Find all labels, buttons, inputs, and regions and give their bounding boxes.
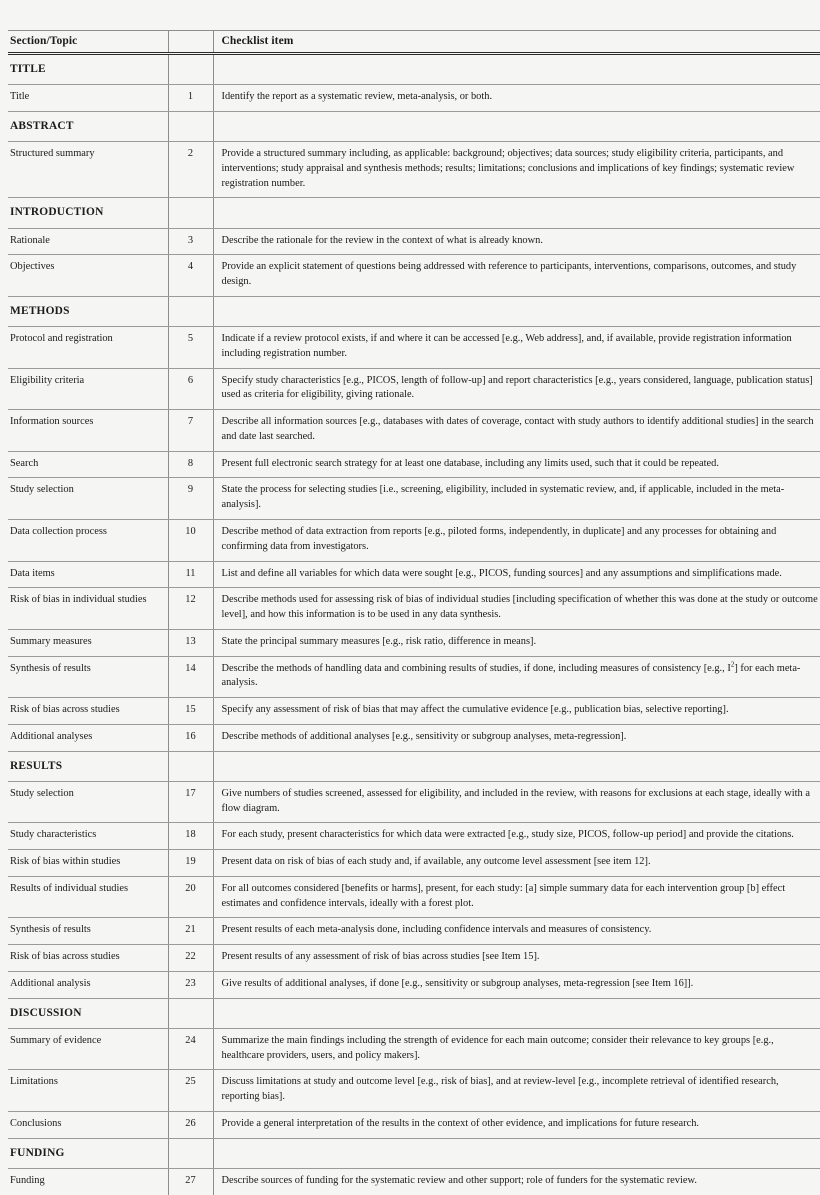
row-checklist-item: Describe method of data extraction from reports [e.g., piloted forms, independently, in duplicate] and any processes for obtaining and confirming data from investigators.: [213, 520, 820, 562]
row-item-number: 18: [168, 823, 213, 850]
table-row: [8, 410, 820, 452]
row-checklist-item: Describe methods of additional analyses [e.g., sensitivity or subgroup analyses, meta-regression].: [213, 724, 820, 751]
row-topic: Risk of bias within studies: [8, 850, 168, 877]
table-row: [8, 451, 820, 478]
row-item-number: 27: [168, 1168, 213, 1194]
table-row: [8, 85, 820, 112]
row-topic: Results of individual studies: [8, 876, 168, 918]
row-item-number: 17: [168, 781, 213, 823]
row-checklist-item: State the principal summary measures [e.g., risk ratio, difference in means].: [213, 629, 820, 656]
row-item-number: [168, 751, 213, 781]
row-checklist-item: Describe sources of funding for the systematic review and other support; role of funders for the systematic review.: [213, 1168, 820, 1194]
section-heading-row: [8, 54, 820, 85]
row-item-number: 21: [168, 918, 213, 945]
row-checklist-item: [213, 998, 820, 1028]
row-item-number: 16: [168, 724, 213, 751]
table-row: [8, 520, 820, 562]
section-heading-row: [8, 198, 820, 228]
section-heading-row: [8, 296, 820, 326]
row-checklist-item: Present results of any assessment of risk of bias across studies [see Item 15].: [213, 945, 820, 972]
row-checklist-item: Identify the report as a systematic review, meta-analysis, or both.: [213, 85, 820, 112]
table-row: [8, 850, 820, 877]
column-header-section-topic: Section/Topic: [8, 31, 168, 54]
row-item-number: 22: [168, 945, 213, 972]
table-row: [8, 327, 820, 369]
row-topic: Funding: [10, 1174, 45, 1186]
row-topic: Risk of bias across studies: [8, 698, 168, 725]
table-row: [8, 945, 820, 972]
table-row: [8, 1111, 820, 1138]
row-checklist-item: [213, 751, 820, 781]
table-row: [8, 698, 820, 725]
row-item-number: 2: [168, 142, 213, 198]
table-row: [8, 1070, 820, 1112]
table-row: [8, 656, 820, 698]
table-row: [8, 876, 820, 918]
row-topic: Additional analyses: [8, 724, 168, 751]
table-row: [8, 724, 820, 751]
row-item-number: 15: [168, 698, 213, 725]
row-item-number: 25: [168, 1070, 213, 1112]
section-heading-label: TITLE: [8, 54, 168, 85]
row-topic: Summary of evidence: [8, 1028, 168, 1070]
row-checklist-item: Give results of additional analyses, if done [e.g., sensitivity or subgroup analyses, meta-regression [see Item 16]].: [213, 971, 820, 998]
table-row: [8, 228, 820, 255]
table-row: [8, 918, 820, 945]
row-item-number: 9: [168, 478, 213, 520]
row-topic: Limitations: [8, 1070, 168, 1112]
row-topic: Protocol and registration: [8, 327, 168, 369]
row-topic: Study selection: [8, 781, 168, 823]
row-topic: Risk of bias across studies: [8, 945, 168, 972]
row-checklist-item: Give numbers of studies screened, assessed for eligibility, and included in the review, with reasons for exclusions at each stage, ideally with a flow diagram.: [213, 781, 820, 823]
section-heading-label: INTRODUCTION: [8, 198, 168, 228]
row-item-number: 19: [168, 850, 213, 877]
table-row: [8, 255, 820, 297]
table-row: [8, 781, 820, 823]
section-heading-row: [8, 998, 820, 1028]
row-item-number: [168, 1138, 213, 1168]
section-heading-row: [8, 1138, 820, 1168]
row-item-number: 26: [168, 1111, 213, 1138]
section-heading-label: DISCUSSION: [8, 998, 168, 1028]
row-checklist-item: Provide a structured summary including, as applicable: background; objectives; data sources; study eligibility criteria, participants, and interventions; study appraisal and synthesis methods; results; limitations; conclusions and implications of key findings; systematic review registration number.: [213, 142, 820, 198]
row-topic: Data collection process: [8, 520, 168, 562]
row-item-number: 12: [168, 588, 213, 630]
row-checklist-item: Discuss limitations at study and outcome level [e.g., risk of bias], and at review-level [e.g., incomplete retrieval of identified research, reporting bias].: [213, 1070, 820, 1112]
row-topic: Additional analysis: [8, 971, 168, 998]
row-item-number: 5: [168, 327, 213, 369]
row-checklist-item: For each study, present characteristics for which data were extracted [e.g., study size, PICOS, follow-up period] and provide the citations.: [213, 823, 820, 850]
row-topic: Rationale: [8, 228, 168, 255]
row-item-number: 24: [168, 1028, 213, 1070]
table-row: [8, 1168, 820, 1194]
row-item-number: 3: [168, 228, 213, 255]
row-item-number: 11: [168, 561, 213, 588]
row-checklist-item: Describe all information sources [e.g., databases with dates of coverage, contact with study authors to identify additional studies] in the search and date last searched.: [213, 410, 820, 452]
row-checklist-item: Present full electronic search strategy for at least one database, including any limits used, such that it could be repeated.: [213, 451, 820, 478]
row-item-number: 1: [168, 85, 213, 112]
row-item-number: 4: [168, 255, 213, 297]
row-topic: Synthesis of results: [8, 918, 168, 945]
row-item-number: 7: [168, 410, 213, 452]
table-row: [8, 1028, 820, 1070]
row-item-number: 14: [168, 656, 213, 698]
row-item-number: 8: [168, 451, 213, 478]
row-topic: Eligibility criteria: [8, 368, 168, 410]
section-heading-label: FUNDING: [8, 1138, 168, 1168]
row-checklist-item: Provide an explicit statement of questions being addressed with reference to participants, interventions, comparisons, outcomes, and study design.: [213, 255, 820, 297]
row-checklist-item: [213, 111, 820, 141]
row-topic: Summary measures: [8, 629, 168, 656]
row-checklist-item: For all outcomes considered [benefits or harms], present, for each study: [a] simple summary data for each intervention group [b] effect estimates and confidence intervals, ideally with a forest plot.: [213, 876, 820, 918]
section-heading-label: RESULTS: [8, 751, 168, 781]
column-header-checklist-item: Checklist item: [213, 31, 820, 54]
section-heading-label: METHODS: [8, 296, 168, 326]
row-topic: Study characteristics: [8, 823, 168, 850]
row-checklist-item: Present results of each meta-analysis done, including confidence intervals and measures of consistency.: [213, 918, 820, 945]
table-header: [8, 31, 820, 54]
row-topic: Objectives: [8, 255, 168, 297]
row-checklist-item: Present data on risk of bias of each study and, if available, any outcome level assessment [see item 12].: [213, 850, 820, 877]
row-item-number: [168, 296, 213, 326]
row-topic: Conclusions: [8, 1111, 168, 1138]
row-item-number: 6: [168, 368, 213, 410]
column-header-number: [168, 31, 213, 54]
row-checklist-item: State the process for selecting studies [i.e., screening, eligibility, included in systematic review, and, if applicable, included in the meta-analysis].: [213, 478, 820, 520]
row-item-number: 13: [168, 629, 213, 656]
row-topic: Data items: [8, 561, 168, 588]
row-topic: Risk of bias in individual studies: [8, 588, 168, 630]
row-item-number: 10: [168, 520, 213, 562]
row-item-number: [168, 998, 213, 1028]
row-checklist-item: Describe the methods of handling data and combining results of studies, if done, including measures of consistency [e.g., $I^2$] for each meta-analysis.: [213, 656, 820, 698]
table-row: [8, 629, 820, 656]
table-row: [8, 823, 820, 850]
row-checklist-item: Specify any assessment of risk of bias that may affect the cumulative evidence [e.g., publication bias, selective reporting].: [213, 698, 820, 725]
row-checklist-item: Describe methods used for assessing risk of bias of individual studies [including specification of whether this was done at the study or outcome level], and how this information is to be used in any data synthesis.: [213, 588, 820, 630]
table-row: [8, 588, 820, 630]
table-row: [8, 478, 820, 520]
row-checklist-item: Provide a general interpretation of the results in the context of other evidence, and implications for future research.: [213, 1111, 820, 1138]
row-item-number: [168, 54, 213, 85]
row-item-number: 23: [168, 971, 213, 998]
row-checklist-item: [213, 54, 820, 85]
row-topic: Study selection: [8, 478, 168, 520]
row-item-number: 20: [168, 876, 213, 918]
section-heading-label: ABSTRACT: [8, 111, 168, 141]
table-row: [8, 561, 820, 588]
row-checklist-item: List and define all variables for which data were sought [e.g., PICOS, funding sources] and any assumptions and simplifications made.: [213, 561, 820, 588]
prisma-checklist-table: [8, 30, 820, 1195]
row-checklist-item: [213, 198, 820, 228]
row-item-number: [168, 111, 213, 141]
table-row: [8, 142, 820, 198]
row-item-number: [168, 198, 213, 228]
row-checklist-item: Describe the rationale for the review in the context of what is already known.: [213, 228, 820, 255]
row-checklist-item: Specify study characteristics [e.g., PICOS, length of follow-up] and report characteristics [e.g., years considered, language, publication status] used as criteria for eligibility, giving rationale.: [213, 368, 820, 410]
row-topic: Structured summary: [8, 142, 168, 198]
section-heading-row: [8, 751, 820, 781]
row-topic: Synthesis of results: [8, 656, 168, 698]
section-heading-row: [8, 111, 820, 141]
row-topic: Title: [8, 85, 168, 112]
table-row: [8, 368, 820, 410]
row-checklist-item: [213, 1138, 820, 1168]
row-topic: Search: [8, 451, 168, 478]
row-checklist-item: [213, 296, 820, 326]
table-body: [8, 54, 820, 1195]
row-checklist-item: Indicate if a review protocol exists, if and where it can be accessed [e.g., Web address], and, if available, provide registration information including registration number.: [213, 327, 820, 369]
table-row: [8, 971, 820, 998]
row-checklist-item: Summarize the main findings including the strength of evidence for each main outcome; consider their relevance to key groups [e.g., healthcare providers, users, and policy makers].: [213, 1028, 820, 1070]
row-topic: Information sources: [8, 410, 168, 452]
